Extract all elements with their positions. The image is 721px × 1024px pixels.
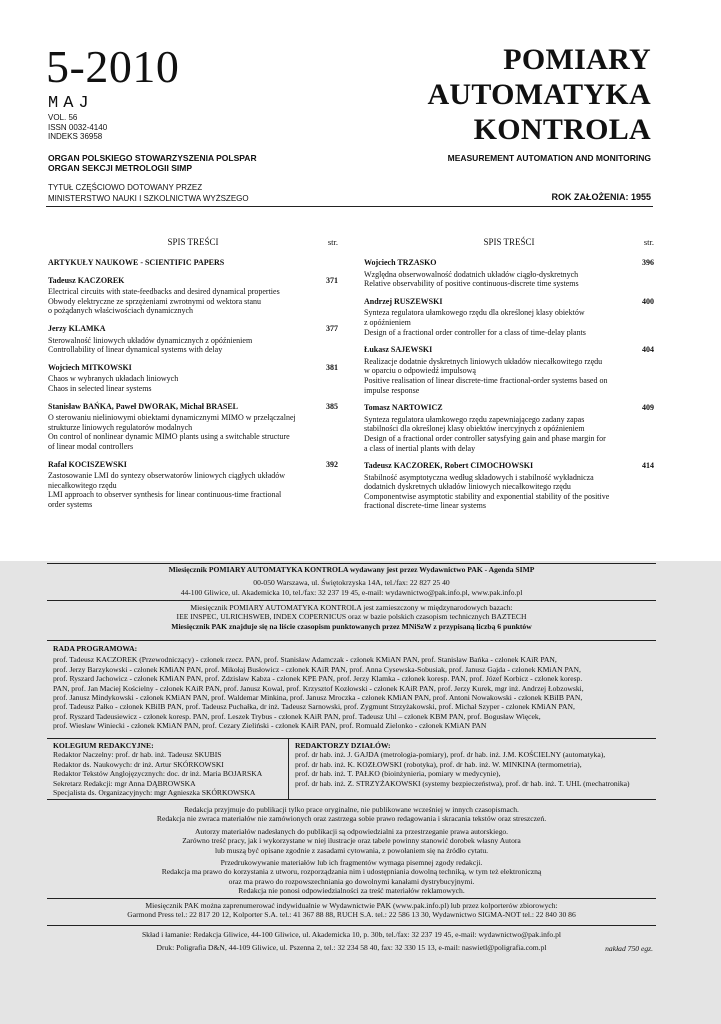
journal-title-line: KONTROLA (473, 113, 651, 146)
toc-entry-header (364, 297, 654, 307)
section-editors-line: prof. dr hab. inż. K. KOZŁOWSKI (robotyka), prof. dr hab. inż. W. MINKINA (termometria), (295, 759, 582, 769)
subscription-block (47, 901, 656, 920)
program-council-title: RADA PROGRAMOWA: (53, 644, 138, 653)
toc-page-label: str. (643, 237, 654, 247)
policy-line: Redakcja nie zwraca materiałów nie zamówionych oraz zastrzega sobie prawo redagowania i skracania tekstów oraz streszczeń. (156, 814, 547, 824)
editorial-boards (47, 738, 656, 800)
toc-title-line: stabilności dla określonej klasy obiektów inercyjnych z opóźnieniem (364, 424, 585, 434)
toc-entry (364, 461, 654, 511)
toc-header (364, 238, 654, 252)
toc-title-line: O sterowaniu nieliniowymi obiektami dynamicznymi MIMO w przełączalnej (48, 413, 296, 423)
toc-page-number: 409 (642, 403, 654, 413)
toc-section-title: ARTYKUŁY NAUKOWE - SCIENTIFIC PAPERS (48, 258, 225, 267)
toc-entry-header (48, 460, 338, 470)
toc-title-line: Chaos in selected linear systems (48, 383, 152, 393)
toc-page-number: 396 (642, 258, 654, 267)
editorial-board-line: Sekretarz Redakcji: mgr Anna DĄBROWSKA (53, 778, 196, 788)
editorial-board (47, 739, 289, 799)
toc-author: Tomasz NARTOWICZ (364, 403, 443, 413)
funding-note (48, 183, 249, 204)
toc-entry-header (48, 276, 338, 286)
policy-line: lub muszą być opisane zgodnie z zasadami cytowania, z powołaniem się na źródło cytatu. (214, 845, 489, 855)
toc-author: Wojciech MITKOWSKI (48, 362, 132, 372)
journal-title-line: AUTOMATYKA (427, 78, 651, 111)
toc-title-line: Zastosowanie LMI do syntezy obserwatorów liniowych ciągłych układów (48, 471, 286, 481)
editorial-board-title: KOLEGIUM REDAKCYJNE: (53, 741, 154, 750)
print-block (47, 930, 656, 953)
header-divider (46, 206, 653, 207)
founded-year: ROK ZAŁOŻENIA: 1955 (551, 192, 651, 202)
circulation-note: nakład 750 egz. (605, 944, 653, 953)
toc-page-number: 404 (642, 345, 654, 355)
toc-heading: SPIS TREŚCI (167, 237, 219, 247)
toc-title-line: a class of inertial plants with delay (364, 443, 476, 453)
issue-number: 5-2010 (46, 41, 180, 92)
toc-title-line: niecałkowitego rzędu (48, 480, 117, 490)
print-line: Druk: Poligrafia D&N, 44-109 Gliwice, ul. Pszenna 2, tel.: 32 234 58 40, fax: 32 330 15 13, e-mail: naswietl@poligrafia.com.pl (156, 943, 547, 953)
toc-title-line: Design of a fractional order controller satysfying gain and phase margin for (364, 433, 606, 443)
policy-line: Redakcja przyjmuje do publikacji tylko prace oryginalne, nie publikowane wcześniej w innych czasopismach. (184, 805, 519, 814)
program-council-line: prof. Tadeusz KACZOREK (Przewodniczący) - członek rzecz. PAN, prof. Stanisław Adamczak - członek KMiAN PAN, prof. Stanisław Bańka - członek KAiR PAN, (53, 655, 557, 665)
policy-line: Zarówno treść pracy, jak i wykorzystane w niej ilustracje oraz tabele powinny stanowić dorobek własny Autora (182, 836, 521, 846)
toc-title-line: of linear modal controllers (48, 441, 134, 451)
indeks-label: INDEKS 36958 (48, 132, 103, 141)
toc-title-line: o pożądanych właściwościach dynamicznych (48, 306, 194, 316)
toc-title-line: Componentwise asymptotic stability and exponential stability of the positive (364, 491, 610, 501)
toc-title-line: Względna obserwowalność dodatnich układów ciągło-dyskretnych (364, 269, 579, 279)
toc-author: Andrzej RUSZEWSKI (364, 296, 443, 306)
section-editors-line: prof. dr hab. inż. J. GAJDA (metrologia-pomiary), prof. dr hab. inż. J.M. KOŚCIELNY (automatyka), (295, 750, 606, 760)
publisher-line: 44-100 Gliwice, ul. Akademicka 10, tel./fax: 32 237 19 45, e-mail: wydawnictwo@pak.info.pl, www.pak.info.pl (180, 587, 523, 597)
issue-month: MAJ (48, 94, 94, 113)
section-editors-line: prof. dr hab. inż. Z. STRZYŻAKOWSKI (systemy bezpieczeństwa), prof. dr hab. inż. T. UHL (mechatronika) (295, 778, 630, 788)
toc-page-number: 414 (642, 461, 654, 471)
journal-subtitle-en: MEASUREMENT AUTOMATION AND MONITORING (447, 153, 651, 163)
toc-title-line: z opóźnieniem (364, 317, 411, 327)
section-editors (289, 739, 656, 799)
toc-title-line: On control of nonlinear dynamic MIMO plants using a switchable structure (48, 432, 290, 442)
toc-author: Rafał KOCISZEWSKI (48, 459, 127, 469)
program-council (47, 644, 656, 731)
program-council-line: prof. Janusz Mindykowski - członek KMiAN PAN, prof. Waldemar Minkina, prof. Janusz Mroczka - członek KMiAN PAN, prof. Antoni Nowakowski - członek KBiIB PAN, (53, 693, 583, 703)
program-council-line: prof. Tadeusz Pałko - członek KBiIB PAN, prof. Tadeusz Puchałka, dr inż. Tadeusz Sarnowski, prof. Zygmunt Strzyżakowski, prof. Michał Szyper - członek KMiAN PAN, (53, 702, 575, 712)
databases-line: IEE INSPEC, ULRICHSWEB, INDEX COPERNICUS oraz w bazie polskich czasopism technicznych BAZTECH (176, 612, 527, 622)
program-council-line: prof. Ryszard Tadeusiewicz - członek koresp. PAN, prof. Leszek Trybus - członek KAiR PAN, prof. Tadeusz Uhl – członek KBM PAN, prof. Bogusław Więcek, (53, 711, 541, 721)
toc-author: Tadeusz KACZOREK, Robert CIMOCHOWSKI (364, 461, 534, 471)
policy-line: Redakcja ma prawo do korzystania z utworu, rozporządzania nim i udostępniania dowolną techniką, w tym też elektroniczną (161, 867, 542, 877)
toc-page-number: 400 (642, 296, 654, 306)
publisher-block (47, 565, 656, 597)
policy-line: Redakcja nie ponosi odpowiedzialności za treść materiałów reklamowych. (238, 886, 465, 896)
toc-right-column (364, 238, 654, 519)
toc-entry-header (48, 402, 338, 412)
toc-author: Łukasz SAJEWSKI (364, 345, 433, 355)
policy-line: Autorzy materiałów nadesłanych do publikacji są odpowiedzialni za przestrzeganie prawa autorskiego. (194, 826, 509, 836)
print-line: Skład i łamanie: Redakcja Gliwice, 44-100 Gliwice, ul. Akademicka 10, p. 30b, tel./fax: 32 237 19 45, e-mail: wydawnictwo@pak.info.pl (141, 930, 562, 939)
volume-label: VOL. 56 (48, 113, 78, 122)
editorial-board-line: Specjalista ds. Organizacyjnych: mgr Agnieszka SKÓRKOWSKA (53, 788, 256, 798)
toc-title-line: Stabilność asymptotyczna według składowych i stabilność wykładnicza (364, 472, 594, 482)
editorial-board-line: Redaktor Naczelny: prof. dr hab. inż. Tadeusz SKUBIS (53, 750, 222, 760)
section-editors-title: REDAKTORZY DZIAŁÓW: (295, 741, 391, 750)
toc-entry-header (364, 403, 654, 413)
databases-line: Miesięcznik PAK znajduje się na liście czasopism punktowanych przez MNiSzW z przypisaną liczbą 6 punktów (171, 621, 532, 631)
toc-title-line: w oparciu o odpowiedź impulsową (364, 366, 476, 376)
toc-title-line: impulse response (364, 385, 420, 395)
toc-title-line: Synteza regulatora ułamkowego rzędu zapewniającego zadany zapas (364, 414, 585, 424)
organization-block (48, 153, 257, 173)
toc-title-line: Positive realisation of linear discrete-time fractional-order systems based on (364, 375, 608, 385)
program-council-line: PAN, prof. Jan Maciej Kościelny - członek KAiR PAN, prof. Janusz Kowal, prof. Krzysztof Kozłowski - członek KAiR PAN, prof. Jerzy Kurek, mgr inż. Andrzej Łobzowski, (53, 683, 584, 693)
issue-metadata (48, 113, 107, 142)
toc-author: Jerzy KLAMKA (48, 323, 106, 333)
toc-title-line: fractional discrete-time linear systems (364, 501, 486, 511)
toc-title-line: Electrical circuits with state-feedbacks and desired dynamical properties (48, 287, 280, 297)
policy-line: Przedrukowywanie materiałów lub ich fragmentów wymaga pisemnej zgody redakcji. (220, 858, 483, 868)
journal-title (427, 42, 651, 147)
organization-line: ORGAN POLSKIEGO STOWARZYSZENIA POLSPAR (48, 153, 257, 163)
info-divider (47, 898, 656, 899)
toc-entry-header (48, 363, 338, 373)
toc-entry (48, 460, 338, 510)
editorial-board-line: Redaktor ds. Naukowych: dr inż. Artur SKÓRKOWSKI (53, 759, 224, 769)
subscription-line: Miesięcznik PAK można zaprenumerować indywidualnie w Wydawnictwie PAK (www.pak.info.pl) lub przez kolporterów zbiorowych: (145, 901, 558, 910)
policy-block (47, 805, 656, 896)
toc-page-number: 377 (326, 323, 338, 333)
info-divider (47, 563, 656, 564)
toc-title-line: Synteza regulatora ułamkowego rzędu dla określonej klasy obiektów (364, 308, 585, 318)
toc-entry (364, 297, 654, 337)
toc-page-number: 385 (326, 401, 338, 411)
toc-title-line: Obwody elektryczne ze sprzężeniami zwrotnymi od wektora stanu (48, 296, 262, 306)
policy-line: oraz ma prawo do rozpowszechniania go dowolnymi kanałami dystrybucyjnymi. (228, 876, 475, 886)
program-council-line: prof. Jerzy Barzykowski - członek KMiAN PAN, prof. Mikołaj Busłowicz - członek KAiR PAN, prof. Anna Cysewska-Sobusiak, prof. Janusz Gajda - członek KMiAN PAN, (53, 664, 581, 674)
toc-page-label: str. (327, 237, 338, 247)
toc-title-line: LMI approach to observer synthesis for linear continuous-time fractional (48, 490, 282, 500)
organization-line: ORGAN SEKCJI METROLOGII SIMP (48, 163, 193, 173)
toc-entry (48, 276, 338, 316)
toc-title-line: Relative observability of positive continuous-discrete time systems (364, 279, 579, 289)
program-council-line: prof. Ryszard Jachowicz - członek KMiAN PAN, prof. Zdzisław Kabza - członek KPE PAN, prof. Jerzy Klamka - członek koresp. PAN, prof. Józef Korbicz - członek koresp. (53, 674, 583, 684)
info-divider (47, 600, 656, 601)
toc-title-line: strukturze liniowych regulatorów modalnych (48, 422, 193, 432)
journal-title-line: POMIARY (503, 43, 651, 76)
editorial-board-line: Redaktor Tekstów Anglojęzycznych: doc. dr inż. Maria BOJARSKA (53, 769, 263, 779)
funding-line: MINISTERSTWO NAUKI I SZKOLNICTWA WYŻSZEGO (48, 193, 249, 203)
info-divider (47, 640, 656, 641)
toc-title-line: Controllability of linear dynamical systems with delay (48, 345, 223, 355)
databases-line: Miesięcznik POMIARY AUTOMATYKA KONTROLA jest zamieszczony w międzynarodowych bazach: (190, 603, 513, 612)
toc-header (48, 238, 338, 252)
toc-page-number: 392 (326, 459, 338, 469)
section-editors-line: prof. dr hab. inż. T. PAŁKO (bioinżynieria, pomiary w medycynie), (295, 769, 501, 779)
toc-entry (364, 258, 654, 289)
toc-title-line: Design of a fractional order controller for a class of time-delay plants (364, 327, 586, 337)
toc-title-line: dodatnich dyskretnych układów liniowych niecałkowitego rzędu (364, 482, 571, 492)
toc-left-column (48, 238, 338, 517)
program-council-line: prof. Wiesław Winiecki - członek KMiAN PAN, prof. Cezary Zieliński - członek KAiR PAN, prof. Romuald Zielonko - członek KMiAN PAN (53, 721, 487, 731)
toc-author: Tadeusz KACZOREK (48, 275, 125, 285)
toc-entry (364, 403, 654, 453)
toc-entry (48, 363, 338, 394)
toc-title-line: Sterowalność liniowych układów dynamicznych z opóźnieniem (48, 335, 253, 345)
subscription-line: Garmond Press tel.: 22 817 20 12, Kolporter S.A. tel.: 41 367 88 88, RUCH S.A. tel.: 22 586 13 30, Wydawnictwo SIGMA-NOT tel.: 22 840 30 86 (127, 910, 576, 920)
databases-block (47, 603, 656, 631)
toc-title-line: Chaos w wybranych układach liniowych (48, 374, 179, 384)
funding-line: TYTUŁ CZĘŚCIOWO DOTOWANY PRZEZ (48, 183, 203, 192)
toc-entry (48, 324, 338, 355)
toc-page-number: 381 (326, 362, 338, 372)
publisher-line: 00-050 Warszawa, ul. Świętokrzyska 14A, tel./fax: 22 827 25 40 (253, 578, 450, 588)
toc-entry-header (364, 345, 654, 355)
toc-entry-header (364, 258, 654, 268)
publisher-line: Miesięcznik POMIARY AUTOMATYKA KONTROLA wydawany jest przez Wydawnictwo PAK - Agenda SIMP (168, 565, 535, 574)
toc-title-line: Realizacje dodatnie dyskretnych liniowych układów niecałkowitego rzędu (364, 356, 603, 366)
toc-entry-header (364, 461, 654, 471)
info-divider (47, 925, 656, 926)
toc-author: Stanisław BAŃKA, Paweł DWORAK, Michał BRASEL (48, 401, 239, 411)
toc-entry-header (48, 324, 338, 334)
toc-entry (48, 402, 338, 452)
toc-heading: SPIS TREŚCI (483, 237, 535, 247)
toc-title-line: order systems (48, 499, 93, 509)
toc-page-number: 371 (326, 275, 338, 285)
issn-label: ISSN 0032-4140 (48, 122, 108, 132)
toc-entry (364, 345, 654, 395)
toc-author: Wojciech TRZASKO (364, 258, 437, 267)
